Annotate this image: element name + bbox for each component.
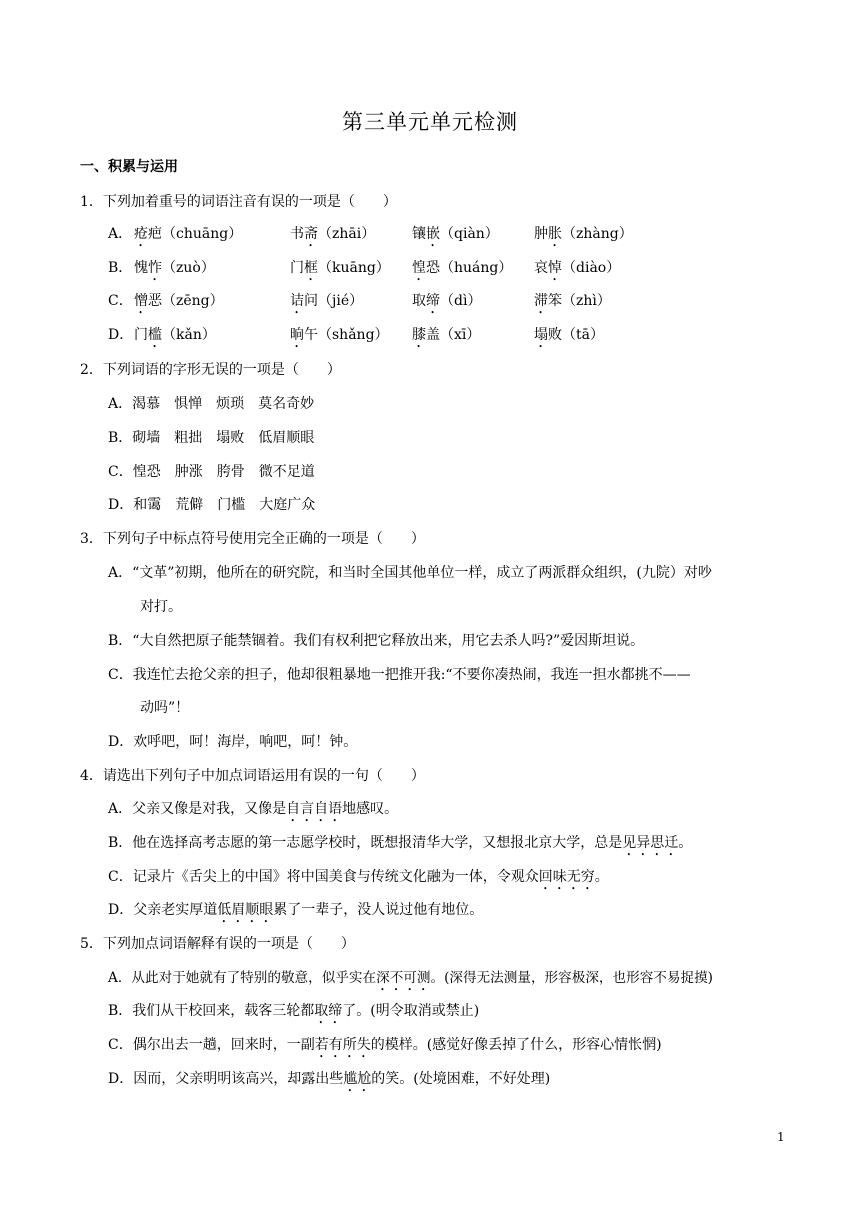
q1-option-a-label: A．	[108, 226, 133, 242]
question-5-stem: 5．下列加点词语解释有误的一项是（ ）	[80, 936, 355, 952]
q1-b-word-4: 哀悼（diào）	[534, 260, 621, 276]
q1-c-word-1: 憎恶（zēng）	[134, 293, 224, 309]
q1-d-word-3: 膝盖（xī）	[412, 327, 481, 343]
q4-option-d: D．父亲老实厚道低眉顺眼累了一辈子，没人说过他有地位。	[108, 902, 484, 918]
q3-option-c: C．我连忙去抢父亲的担子，他却很粗暴地一把推开我:“不要你凑热闹，我连一担水都挑不——	[108, 667, 691, 683]
q1-b-word-1: 愧怍（zuò）	[134, 260, 215, 276]
q1-a-word-3: 镶嵌（qiàn）	[412, 226, 499, 242]
q1-option-b-label: B．	[108, 260, 133, 276]
q3-option-c-continued: 动吗”！	[140, 700, 190, 716]
section-heading: 一、积累与运用	[80, 159, 178, 175]
q1-d-word-2: 晌午（shǎng）	[290, 327, 389, 343]
page-number: 1	[777, 1130, 785, 1144]
q3-option-d: D．欢呼吧，呵！海岸，响吧，呵！钟。	[108, 734, 358, 750]
question-4-stem: 4．请选出下列句子中加点词语运用有误的一句（ ）	[80, 768, 425, 784]
q1-a-word-1: 疮疤（chuāng）	[134, 226, 243, 242]
question-3-stem: 3．下列句子中标点符号使用完全正确的一项是（ ）	[80, 531, 425, 547]
q1-option-c-label: C．	[108, 293, 133, 309]
question-1-stem: 1．下列加着重号的词语注音有误的一项是（ ）	[80, 194, 397, 210]
q2-option-d: D．和霭 荒僻 门槛 大庭广众	[108, 497, 316, 513]
q5-option-c: C．偶尔出去一趟，回来时，一副若有所失的模样。(感觉好像丢掉了什么，形容心情怅惘)	[108, 1037, 662, 1053]
q5-option-a: A．从此对于她就有了特别的敬意，似乎实在深不可测。(深得无法测量，形容极深，也形容不易捉摸)	[108, 970, 713, 986]
q5-option-d: D．因而，父亲明明该高兴，却露出些尴尬的笑。(处境困难，不好处理)	[108, 1071, 551, 1087]
q2-option-b: B．砌墙 粗拙 塌败 低眉顺眼	[108, 430, 315, 446]
q3-option-a: A．“文革”初期，他所在的研究院，和当时全国其他单位一样，成立了两派群众组织，(九院）对吵	[108, 565, 712, 581]
q1-c-word-2: 诘问（jié）	[290, 293, 364, 309]
q3-option-a-continued: 对打。	[140, 599, 182, 615]
page-title: 第三单元单元检测	[342, 110, 518, 134]
q1-b-word-2: 门框（kuāng）	[290, 260, 390, 276]
q1-d-word-1: 门槛（kǎn）	[134, 327, 216, 343]
q1-c-word-3: 取缔（dì）	[412, 293, 482, 309]
q3-option-b: B．“大自然把原子能禁锢着。我们有权利把它释放出来，用它去杀人吗?”爱因斯坦说。	[108, 633, 645, 649]
q4-option-b: B．他在选择高考志愿的第一志愿学校时，既想报清华大学，又想报北京大学，总是见异思迁。	[108, 835, 693, 851]
q5-option-b: B．我们从干校回来，载客三轮都取缔了。(明令取消或禁止)	[108, 1003, 480, 1019]
q1-a-word-2: 书斋（zhāi）	[290, 226, 376, 242]
question-2-stem: 2．下列词语的字形无误的一项是（ ）	[80, 362, 341, 378]
q4-option-a: A．父亲又像是对我，又像是自言自语地感叹。	[108, 801, 399, 817]
q1-b-word-3: 惶恐（huáng）	[412, 260, 513, 276]
q2-option-a: A．渴慕 惧惮 烦琐 莫名奇妙	[108, 396, 315, 412]
q4-option-c: C．记录片《舌尖上的中国》将中国美食与传统文化融为一体，令观众回味无穷。	[108, 869, 609, 885]
q1-option-d-label: D．	[108, 327, 134, 343]
q2-option-c: C．惶恐 肿涨 胯骨 微不足道	[108, 464, 315, 480]
q1-a-word-4: 肿胀（zhàng）	[534, 226, 633, 242]
q1-d-word-4: 塌败（tā）	[534, 327, 604, 343]
q1-c-word-4: 滞笨（zhì）	[534, 293, 611, 309]
